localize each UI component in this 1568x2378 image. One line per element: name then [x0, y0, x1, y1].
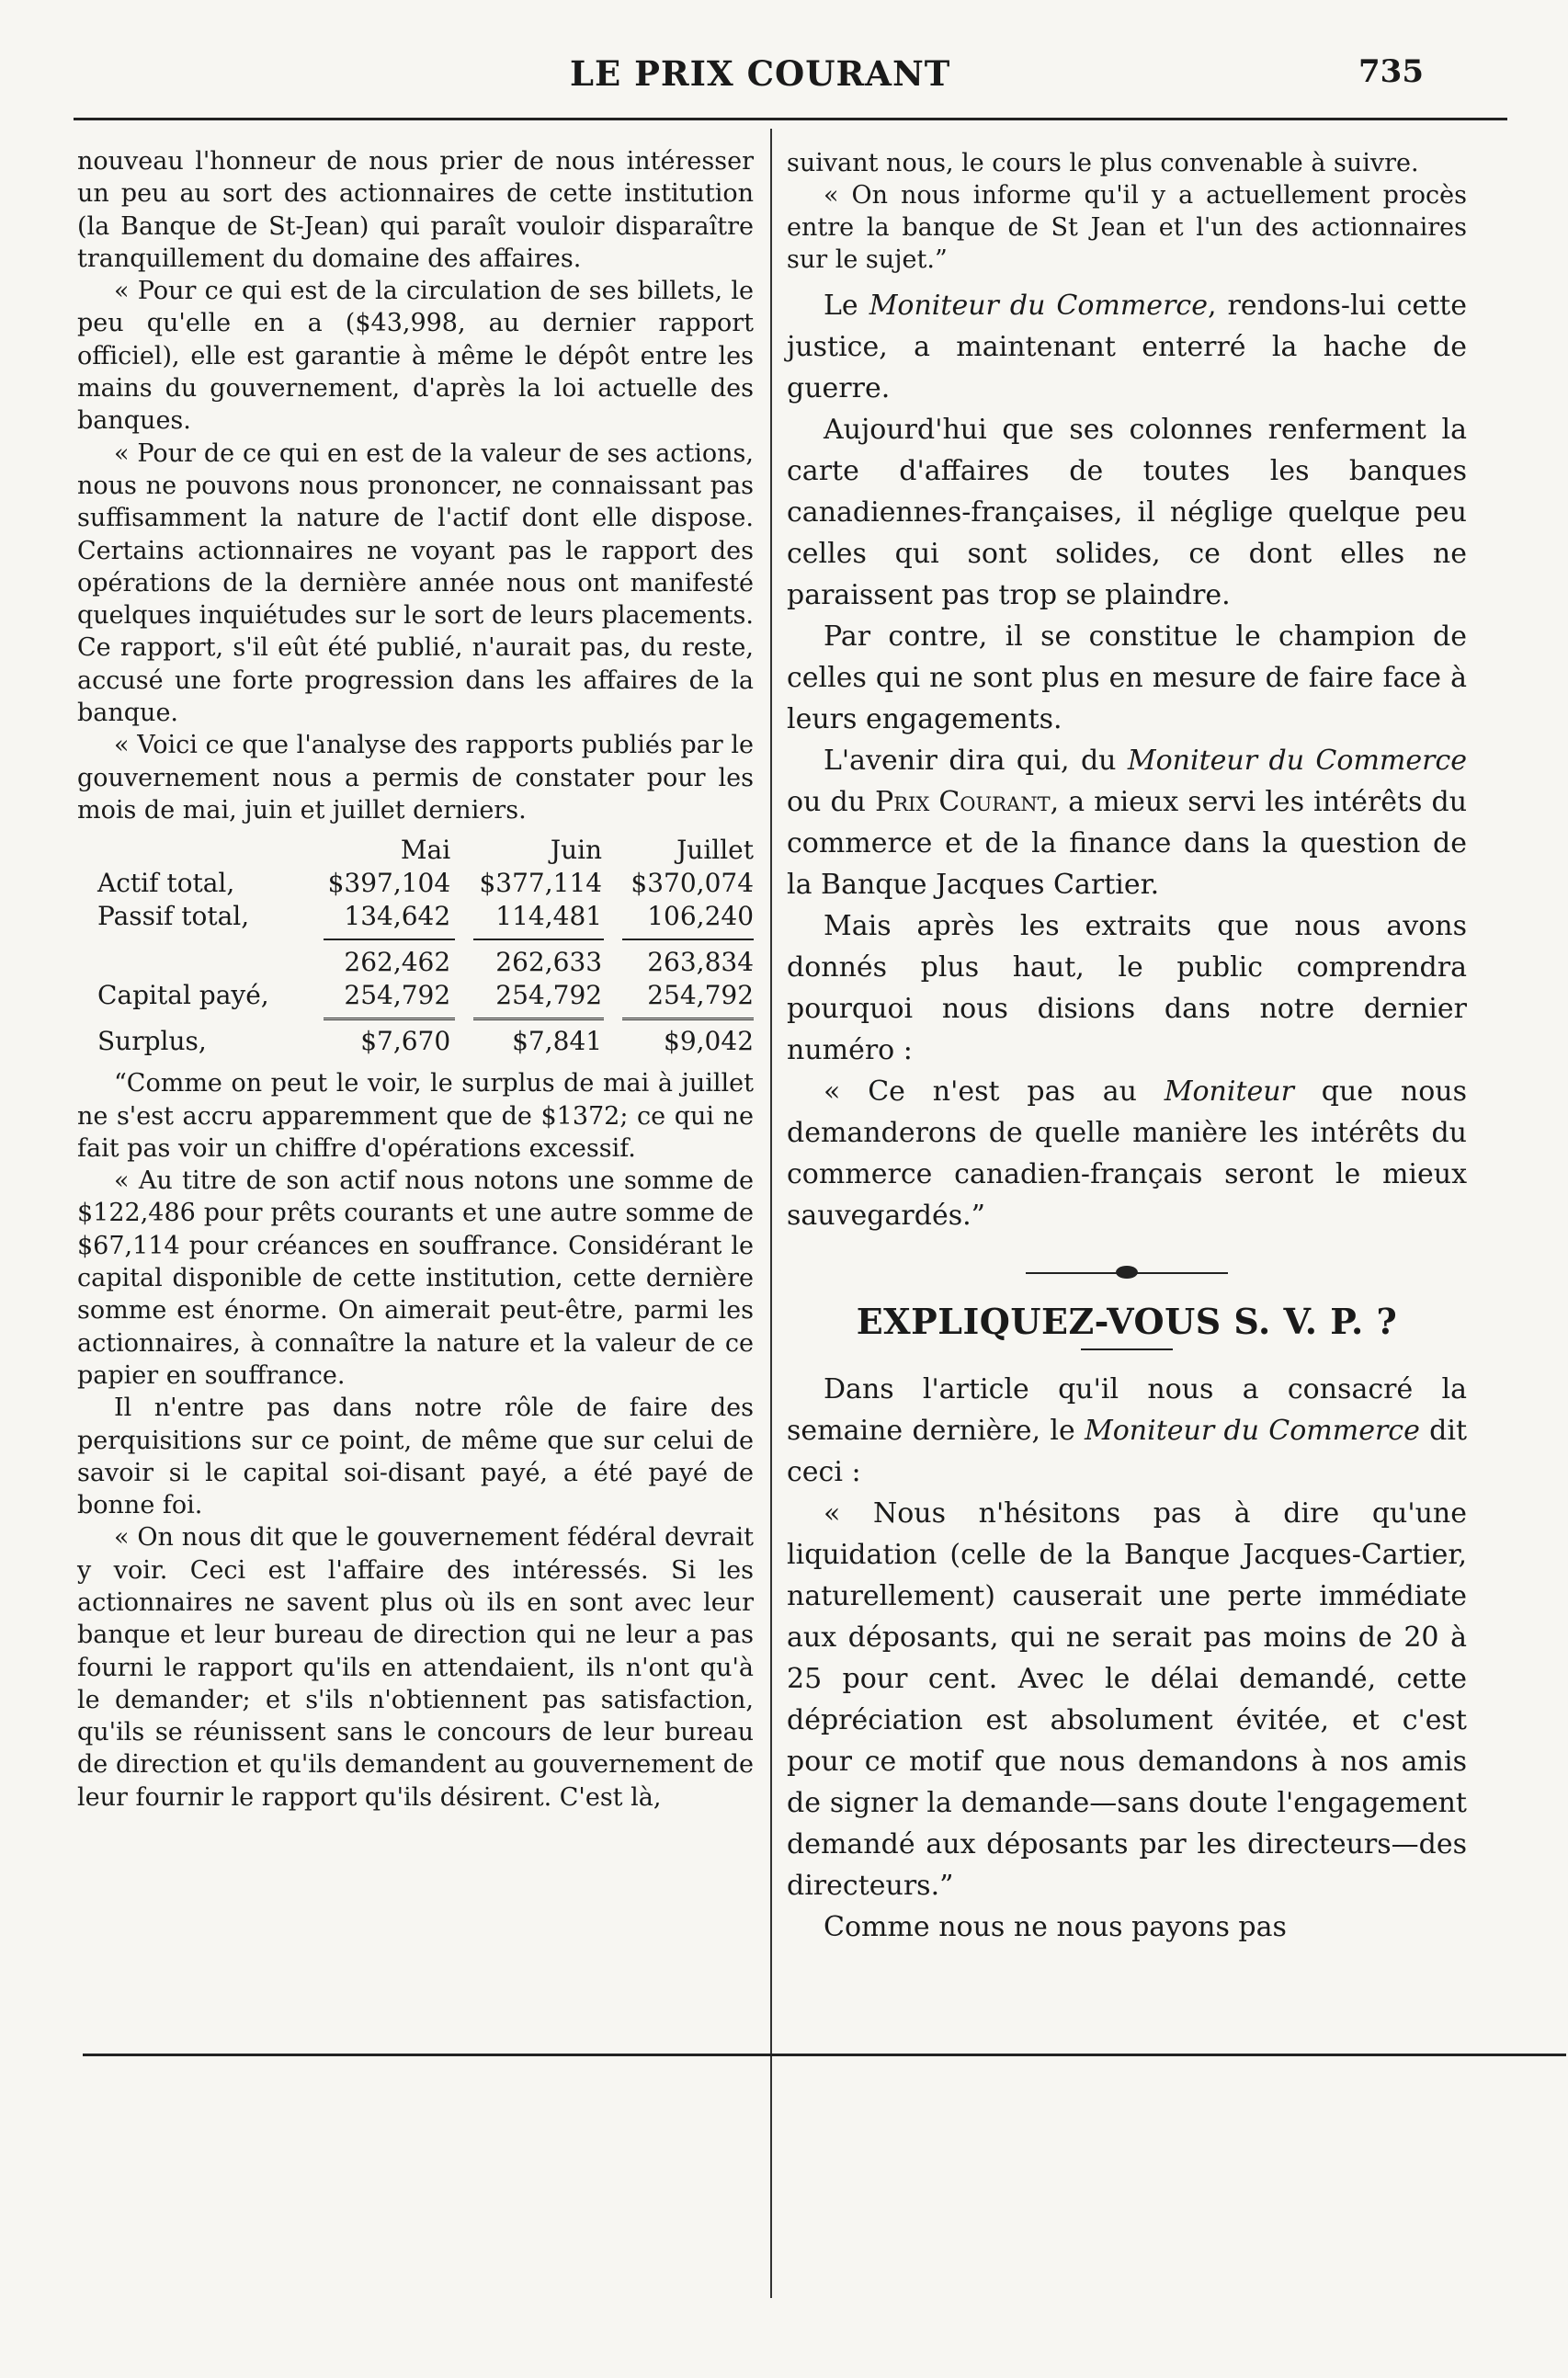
running-title: LE PRIX COURANT [570, 53, 951, 94]
table-cell: 254,792 [647, 980, 755, 1011]
table-row [97, 1025, 754, 1058]
table-cell: 262,633 [495, 947, 603, 978]
table-cell: 114,481 [495, 901, 603, 932]
paragraph: « Nous n'hésitons pas à dire qu'une liquidation (celle de la Banque Jacques-Cartier, naturellement) causerait une perte immédiate aux déposants, qui ne serait pas moins de 20 à 25 pour cent. Avec le délai demandé, cette dépréciation est absolument évitée, et c'est pour ce motif que nous demandons à nos amis de signer la demande—sans doute l'engagement demandé aux déposants par les directeurs—des directeurs.” [787, 1497, 1467, 1902]
table-cell: 254,792 [344, 980, 451, 1011]
paragraph: « Pour de ce qui en est de la valeur de ses actions, nous ne pouvons nous prononcer, ne connaissant pas suffisamment la nature de l'actif dont elle dispose. Certains actionnaires ne voyant pas le rapport des opérations de la dernière année nous ont manifesté quelques inquiétudes sur le sort de leurs placements. Ce rapport, s'il eût été publié, n'aurait pas, du reste, accusé une forte progression dans les affaires de la banque. [77, 438, 754, 728]
paragraph: Le Moniteur du Commerce, rendons-lui cette justice, a maintenant enterré la hache de guerre. [787, 290, 1467, 404]
table-cell: 254,792 [495, 980, 603, 1011]
publication-name: Prix Courant [875, 786, 1051, 818]
paragraph: « Au titre de son actif nous notons une somme de $122,486 pour prêts courants et une autre somme de $67,114 pour créances en souffrance. Considérant le capital disponible de cette institution, cette dernière somme est énorme. On aimerait peut-être, parmi les actionnaires, à connaître la nature et la valeur de ce papier en souffrance. [77, 1166, 754, 1390]
paragraph: Dans l'article qu'il nous a consacré la semaine dernière, le Moniteur du Commerce dit ceci : [787, 1373, 1468, 1488]
column-rule [770, 129, 772, 2298]
paragraph: “Comme on peut le voir, le surplus de mai à juillet ne s'est accru apparemment que de $1372; ce qui ne fait pas voir un chiffre d'opérations excessif. [77, 1069, 754, 1163]
publication-name: Moniteur du Commerce [1085, 1415, 1420, 1447]
row-label: Passif total, [97, 901, 250, 932]
paragraph: Il n'entre pas dans notre rôle de faire des perquisitions sur ce point, de même que sur celui de savoir si le capital soi-disant payé, a été payé de bonne foi. [77, 1394, 754, 1520]
sum-rule [305, 1012, 754, 1025]
publication-name: Moniteur du Commerce [1127, 745, 1467, 777]
publication-name: Moniteur [1164, 1075, 1294, 1108]
page-number: 735 [1358, 53, 1424, 90]
paragraph: Aujourd'hui que ses colonnes renferment la carte d'affaires de toutes les banques canadiennes-françaises, il néglige quelque peu celles qui sont solides, ce dont elles ne paraissent pas trop se plaindre. [787, 414, 1467, 611]
paragraph: L'avenir dira qui, du Moniteur du Commerce ou du Prix Courant, a mieux servi les intérêts du commerce et de la finance dans la question de la Banque Jacques Cartier. [787, 745, 1468, 901]
table-cell: 263,834 [647, 947, 755, 978]
paragraph: suivant nous, le cours le plus convenable à suivre. [787, 149, 1419, 177]
table-cell: $7,670 [360, 1026, 451, 1057]
cross-rule [83, 2054, 1566, 2056]
table-row [97, 867, 754, 900]
table-cell: $377,114 [479, 868, 603, 899]
paragraph: « Ce n'est pas au Moniteur que nous demanderons de quelle manière les intérêts du commerce canadien-français seront le mieux sauvegardés.” [787, 1075, 1467, 1232]
paragraph: Mais après les extraits que nous avons donnés plus haut, le public comprendra pourquoi nous disions dans notre dernier numéro : [787, 910, 1467, 1066]
table-cell: 106,240 [647, 901, 755, 932]
table-row [97, 946, 754, 979]
row-label: Surplus, [97, 1026, 207, 1057]
table-cell: $9,042 [664, 1026, 755, 1057]
table-cell: 262,462 [344, 947, 451, 978]
financial-table [97, 834, 754, 1058]
header-rule [74, 118, 1507, 120]
ornament-divider [1026, 1264, 1228, 1282]
paragraph: « On nous informe qu'il y a actuellement procès entre la banque de St Jean et l'un des actionnaires sur le sujet.” [787, 181, 1467, 274]
row-label: Actif total, [97, 868, 235, 899]
right-column [787, 147, 1467, 1948]
paragraph: Par contre, il se constitue le champion de celles qui ne sont plus en mesure de faire face à leurs engagements. [787, 620, 1467, 735]
table-header-row [97, 834, 754, 867]
table-header: Juillet [676, 835, 755, 866]
section-title: EXPLIQUEZ-VOUS S. V. P. ? [856, 1301, 1398, 1342]
row-label: Capital payé, [97, 980, 269, 1011]
paragraph: « Voici ce que l'analyse des rapports publiés par le gouvernement nous a permis de constater pour les mois de mai, juin et juillet derniers. [77, 731, 754, 825]
table-cell: 134,642 [344, 901, 451, 932]
table-cell: $397,104 [327, 868, 451, 899]
sum-rule [305, 933, 754, 946]
title-rule [1081, 1348, 1173, 1350]
paragraph: nouveau l'honneur de nous prier de nous intéresser un peu au sort des actionnaires de cette institution (la Banque de St-Jean) qui paraît vouloir disparaître tranquillement du domaine des affaires. [77, 147, 754, 273]
table-cell: $7,841 [512, 1026, 603, 1057]
left-column [77, 145, 754, 1814]
paragraph: « On nous dit que le gouvernement fédéral devrait y voir. Ceci est l'affaire des intéressés. Si les actionnaires ne savent plus où ils en sont avec leur banque et leur bureau de direction qui ne leur a pas fourni le rapport qu'ils en attendaient, ils n'ont qu'à le demander; et s'ils n'obtiennent pas satisfaction, qu'ils se réunissent sans le concours de leur bureau de direction et qu'ils demandent au gouvernement de leur fournir le rapport qu'ils désirent. C'est là, [77, 1523, 754, 1812]
paragraph: « Pour ce qui est de la circulation de ses billets, le peu qu'elle en a ($43,998, au dernier rapport officiel), elle est garantie à même le dépôt entre les mains du gouvernement, d'après la loi actuelle des banques. [77, 277, 754, 436]
publication-name: Moniteur du Commerce [869, 290, 1208, 322]
table-header: Mai [400, 835, 451, 866]
table-header: Juin [550, 835, 603, 866]
table-row [97, 900, 754, 933]
table-cell: $370,074 [631, 868, 755, 899]
table-row [97, 979, 754, 1012]
paragraph: Comme nous ne nous payons pas [824, 1911, 1287, 1943]
